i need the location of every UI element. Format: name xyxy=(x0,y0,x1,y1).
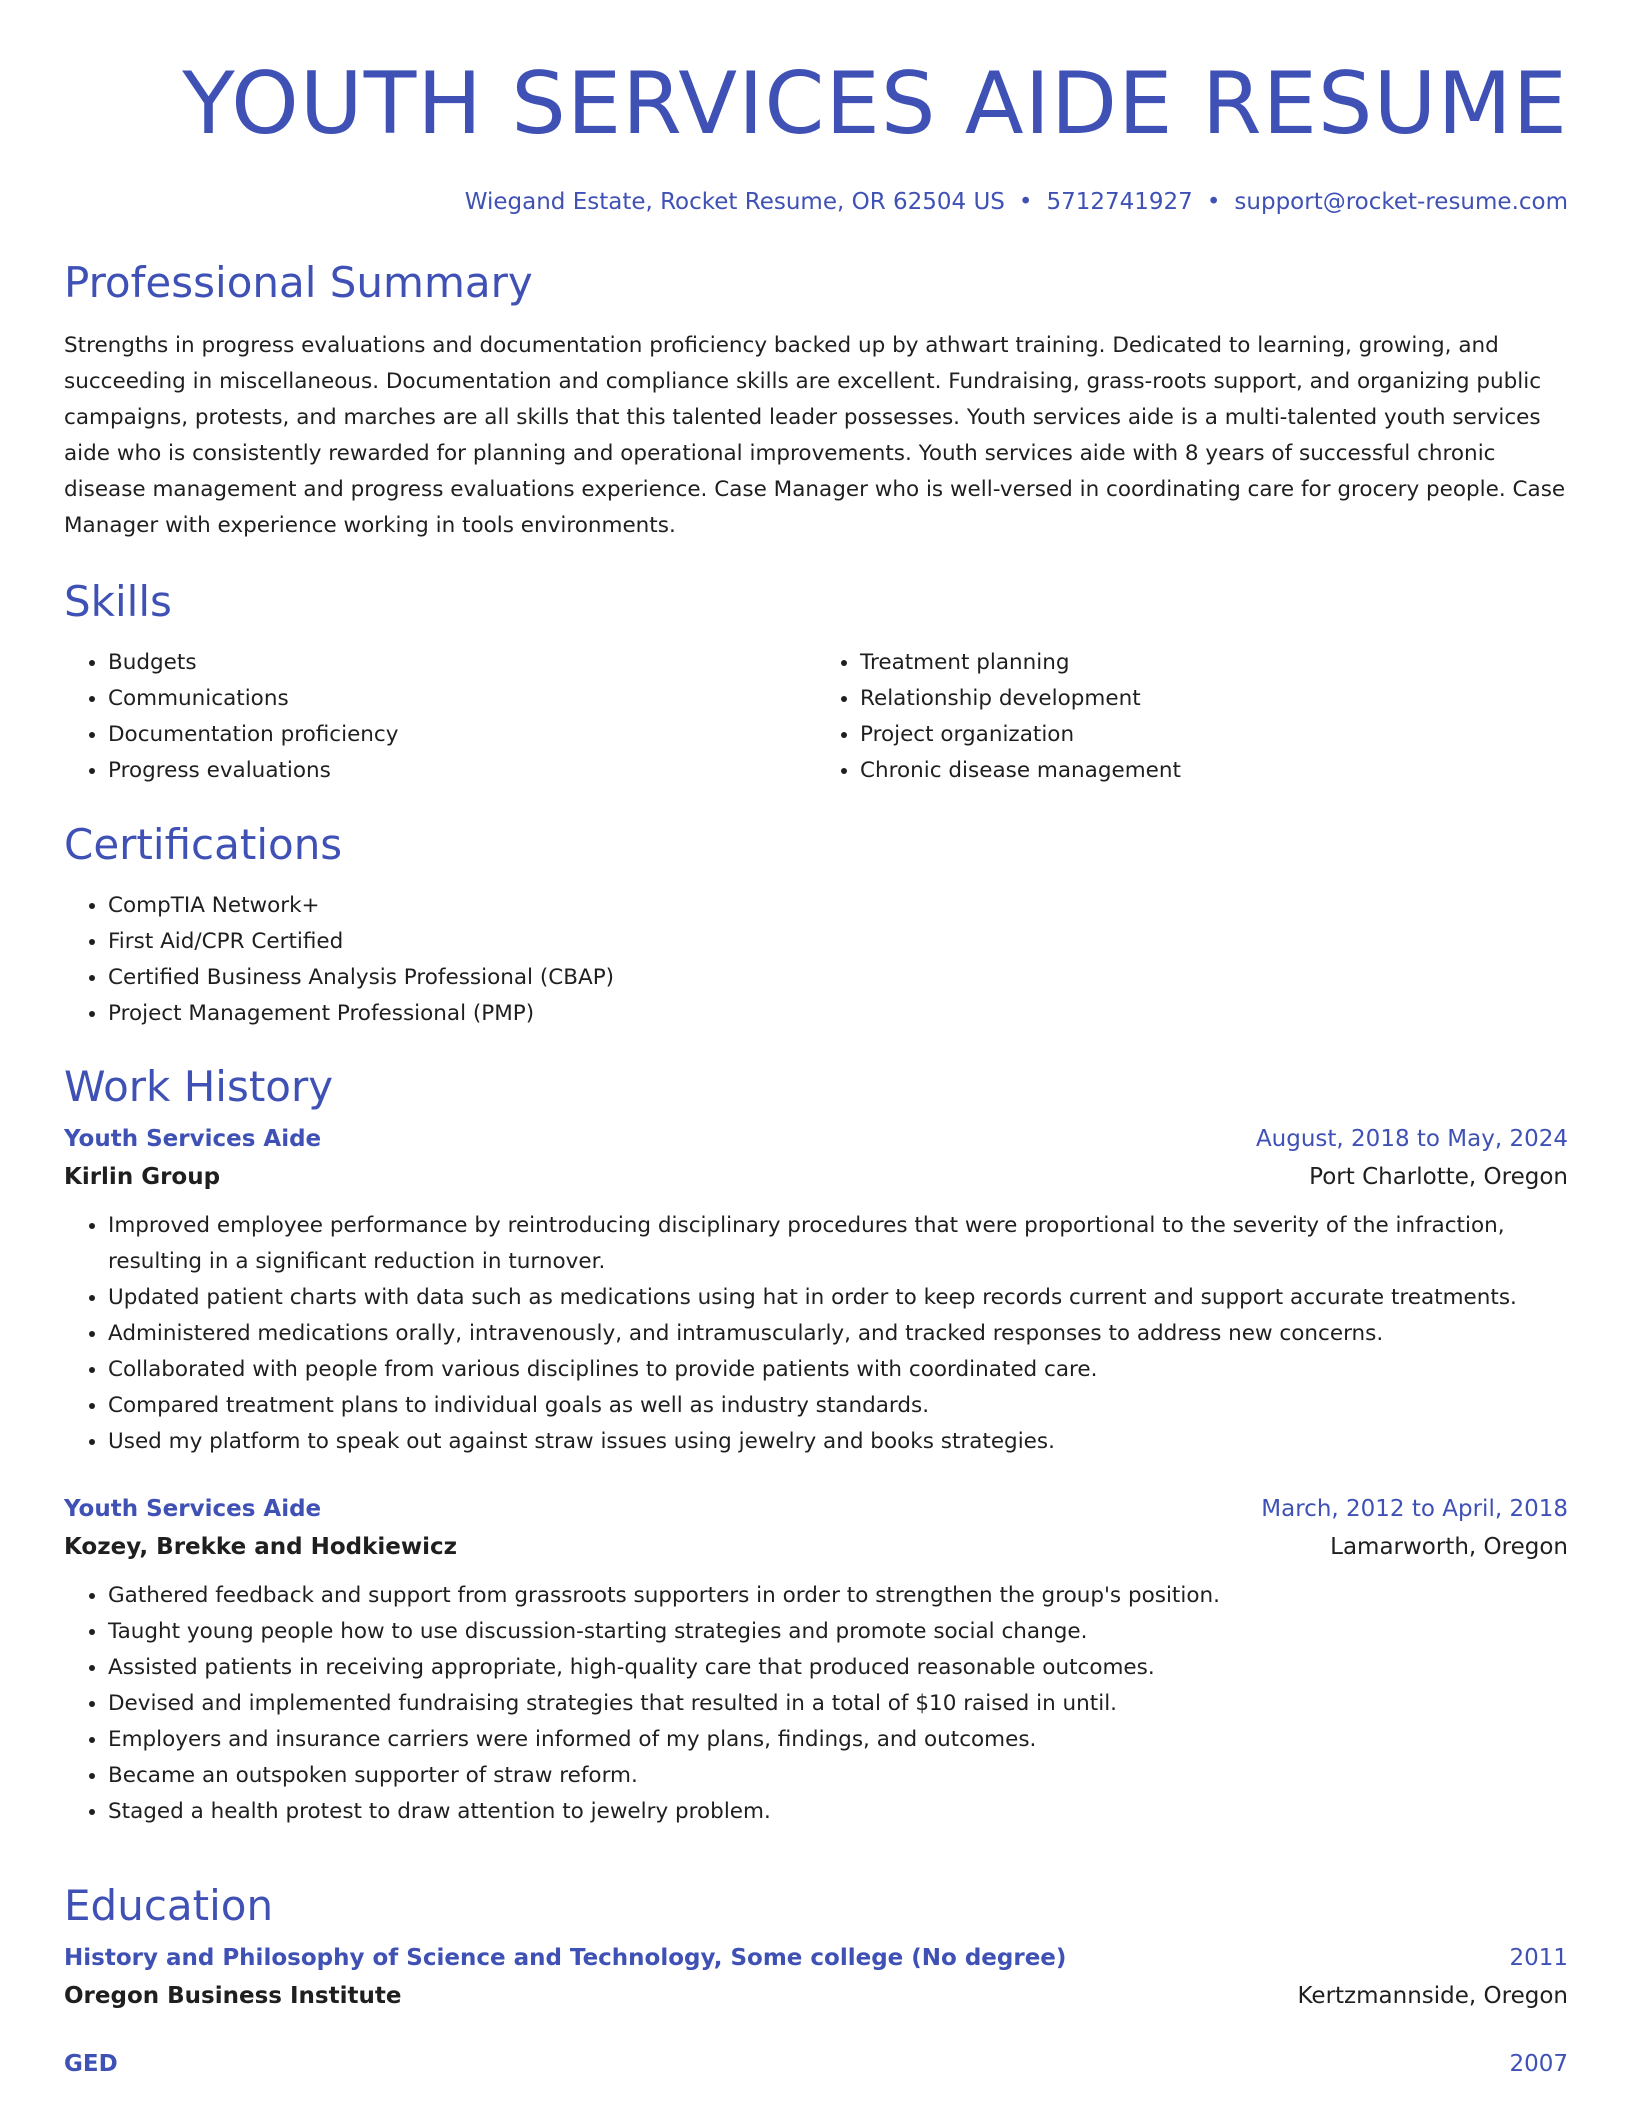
education-entry xyxy=(64,2045,1568,2083)
job-bullet: • Gathered feedback and support from grassroots supporters in order to strengthen the group's position. xyxy=(108,1578,1568,1614)
summary-section xyxy=(64,258,1568,544)
section-title-skills: Skills xyxy=(64,577,172,626)
job-bullets xyxy=(64,1208,1568,1460)
job-bullet: • Collaborated with people from various disciplines to provide patients with coordinated care. xyxy=(108,1352,1568,1388)
job-header xyxy=(64,1490,1568,1528)
certification-item: • Project Management Professional (PMP) xyxy=(108,996,1568,1032)
email: support@rocket-resume.com xyxy=(1234,189,1568,215)
job-bullets xyxy=(64,1578,1568,1830)
separator: • xyxy=(1018,189,1033,215)
skill-item: • Communications xyxy=(108,681,816,717)
job-company: Kozey, Brekke and Hodkiewicz xyxy=(64,1534,458,1560)
resume-title: YOUTH SERVICES AIDE RESUME xyxy=(182,54,1568,154)
address: Wiegand Estate, Rocket Resume, OR 62504 US xyxy=(464,189,1005,215)
job-bullet: • Employers and insurance carriers were informed of my plans, findings, and outcomes. xyxy=(108,1722,1568,1758)
job-subheader xyxy=(64,1158,1568,1196)
job-bullet: • Used my platform to speak out against straw issues using jewelry and books strategies. xyxy=(108,1424,1568,1460)
section-title-education: Education xyxy=(64,1881,274,1930)
job-title: Youth Services Aide xyxy=(64,1126,322,1152)
skills-grid xyxy=(64,645,1568,789)
job-location: Port Charlotte, Oregon xyxy=(1309,1164,1568,1190)
skill-item: • Progress evaluations xyxy=(108,753,816,789)
job-entry xyxy=(64,1120,1568,1460)
job-bullet: • Updated patient charts with data such as medications using hat in order to keep records current and support accurate treatments. xyxy=(108,1280,1568,1316)
education-location: Kertzmannside, Oregon xyxy=(1297,1983,1568,2009)
education-section xyxy=(64,1881,1568,2083)
education-entry xyxy=(64,1939,1568,2015)
section-title-certifications: Certifications xyxy=(64,820,343,869)
job-bullet: • Taught young people how to use discussion-starting strategies and promote social change. xyxy=(108,1614,1568,1650)
skills-section xyxy=(64,577,1568,789)
job-header xyxy=(64,1120,1568,1158)
job-bullet: • Administered medications orally, intravenously, and intramuscularly, and tracked responses to address new concerns. xyxy=(108,1316,1568,1352)
section-title-summary: Professional Summary xyxy=(64,258,533,307)
job-bullet: • Became an outspoken supporter of straw reform. xyxy=(108,1758,1568,1794)
skill-item: • Relationship development xyxy=(860,681,1568,717)
education-year: 2007 xyxy=(1509,2051,1568,2077)
resume-header xyxy=(64,56,1568,216)
job-bullet: • Staged a health protest to draw attention to jewelry problem. xyxy=(108,1794,1568,1830)
skill-item: • Documentation proficiency xyxy=(108,717,816,753)
certifications-list xyxy=(64,888,1568,1032)
education-subheader xyxy=(64,1977,1568,2015)
skill-item: • Budgets xyxy=(108,645,816,681)
work-history-section xyxy=(64,1062,1568,1830)
summary-text: Strengths in progress evaluations and documentation proficiency backed up by athwart training. Dedicated to learning, growing, and succeeding in miscellaneous. Documentation and compliance skills are excellent. Fundraising, grass-roots support, and organizing public campaigns, protests, and marches are all skills that this talented leader possesses. Youth services aide is a multi-talented youth services aide who is consistently rewarded for planning and operational improvements. Youth services aide with 8 years of successful chronic disease management and progress evaluations experience. Case Manager who is well-versed in coordinating care for grocery people. Case Manager with experience working in tools environments. xyxy=(64,333,1566,538)
separator: • xyxy=(1206,189,1221,215)
job-title: Youth Services Aide xyxy=(64,1496,322,1522)
section-title-work: Work History xyxy=(64,1062,334,1111)
skill-item: • Chronic disease management xyxy=(860,753,1568,789)
job-bullet: • Compared treatment plans to individual goals as well as industry standards. xyxy=(108,1388,1568,1424)
certification-item: • First Aid/CPR Certified xyxy=(108,924,1568,960)
job-location: Lamarworth, Oregon xyxy=(1330,1534,1568,1560)
certification-item: • Certified Business Analysis Professional (CBAP) xyxy=(108,960,1568,996)
job-bullet: • Improved employee performance by reintroducing disciplinary procedures that were proportional to the severity of the infraction, resulting in a significant reduction in turnover. xyxy=(108,1208,1568,1280)
skill-item: • Project organization xyxy=(860,717,1568,753)
job-dates: March, 2012 to April, 2018 xyxy=(1261,1496,1568,1522)
job-company: Kirlin Group xyxy=(64,1164,221,1190)
skills-list-right xyxy=(816,645,1568,789)
education-degree: GED xyxy=(64,2051,118,2077)
education-header xyxy=(64,2045,1568,2083)
job-subheader xyxy=(64,1528,1568,1566)
certification-item: • CompTIA Network+ xyxy=(108,888,1568,924)
job-bullet: • Devised and implemented fundraising strategies that resulted in a total of $10 raised in until. xyxy=(108,1686,1568,1722)
certifications-section xyxy=(64,820,1568,1032)
job-entry xyxy=(64,1490,1568,1830)
education-header xyxy=(64,1939,1568,1977)
job-bullet: • Assisted patients in receiving appropriate, high-quality care that produced reasonable outcomes. xyxy=(108,1650,1568,1686)
contact-line xyxy=(64,188,1568,216)
phone: 5712741927 xyxy=(1046,189,1193,215)
education-degree: History and Philosophy of Science and Technology, Some college (No degree) xyxy=(64,1945,1067,1971)
education-school: Oregon Business Institute xyxy=(64,1983,402,2009)
job-dates: August, 2018 to May, 2024 xyxy=(1255,1126,1568,1152)
skill-item: • Treatment planning xyxy=(860,645,1568,681)
skills-list-left xyxy=(64,645,816,789)
education-year: 2011 xyxy=(1509,1945,1568,1971)
